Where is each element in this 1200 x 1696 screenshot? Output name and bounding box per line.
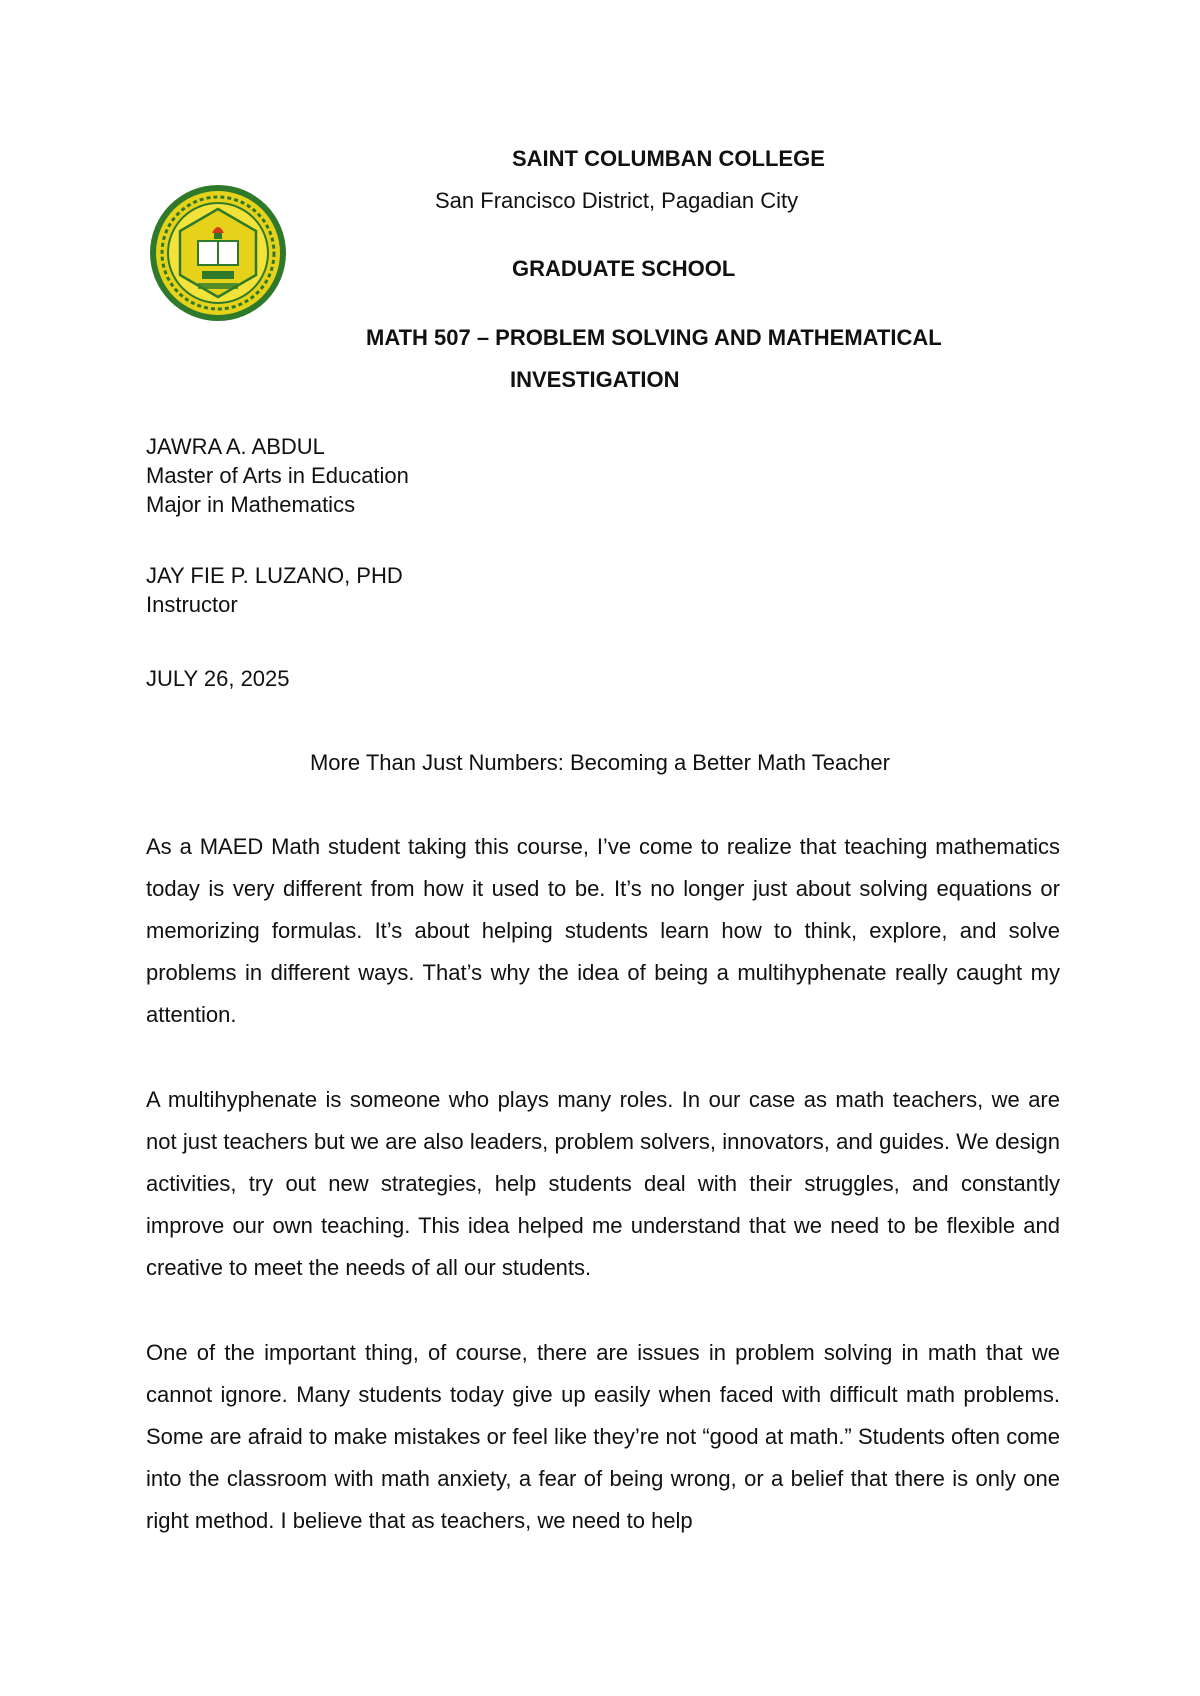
course-title-line1: MATH 507 – PROBLEM SOLVING AND MATHEMATICAL (366, 325, 942, 350)
instructor-role: Instructor (146, 592, 238, 617)
student-name: JAWRA A. ABDUL (146, 434, 325, 459)
essay-paragraph: A multihyphenate is someone who plays many roles. In our case as math teachers, we are not just teachers but we are also leaders, problem solvers, innovators, and guides. We design activities, try out new strategies, help students deal with their struggles, and constantly improve our own teaching. This idea helped me understand that we need to be flexible and creative to meet the needs of all our students. (146, 1087, 1060, 1280)
student-info (146, 432, 409, 519)
school-name: SAINT COLUMBAN COLLEGE (512, 146, 825, 171)
college-seal-icon (148, 183, 288, 323)
instructor-info (146, 561, 403, 619)
department-name: GRADUATE SCHOOL (512, 256, 736, 281)
document-date: JULY 26, 2025 (146, 666, 290, 691)
instructor-name: JAY FIE P. LUZANO, PHD (146, 563, 403, 588)
student-degree: Master of Arts in Education (146, 463, 409, 488)
essay-title: More Than Just Numbers: Becoming a Better Math Teacher (309, 750, 890, 775)
essay-paragraph: As a MAED Math student taking this course, I’ve come to realize that teaching mathematics today is very different from how it used to be. It’s no longer just about solving equations or memorizing formulas. It’s about helping students learn how to think, explore, and solve problems in different ways. That’s why the idea of being a multihyphenate really caught my attention. (146, 834, 1060, 1027)
course-title-line2: INVESTIGATION (510, 367, 680, 392)
student-major: Major in Mathematics (146, 492, 356, 517)
essay-paragraph: One of the important thing, of course, there are issues in problem solving in math that we cannot ignore. Many students today give up easily when faced with difficult math problems. Some are afraid to make mistakes or feel like they’re not “good at math.” Students often come into the classroom with math anxiety, a fear of being wrong, or a belief that there is only one right method. I believe that as teachers, we need to help (146, 1340, 1060, 1533)
school-address: San Francisco District, Pagadian City (435, 188, 799, 213)
